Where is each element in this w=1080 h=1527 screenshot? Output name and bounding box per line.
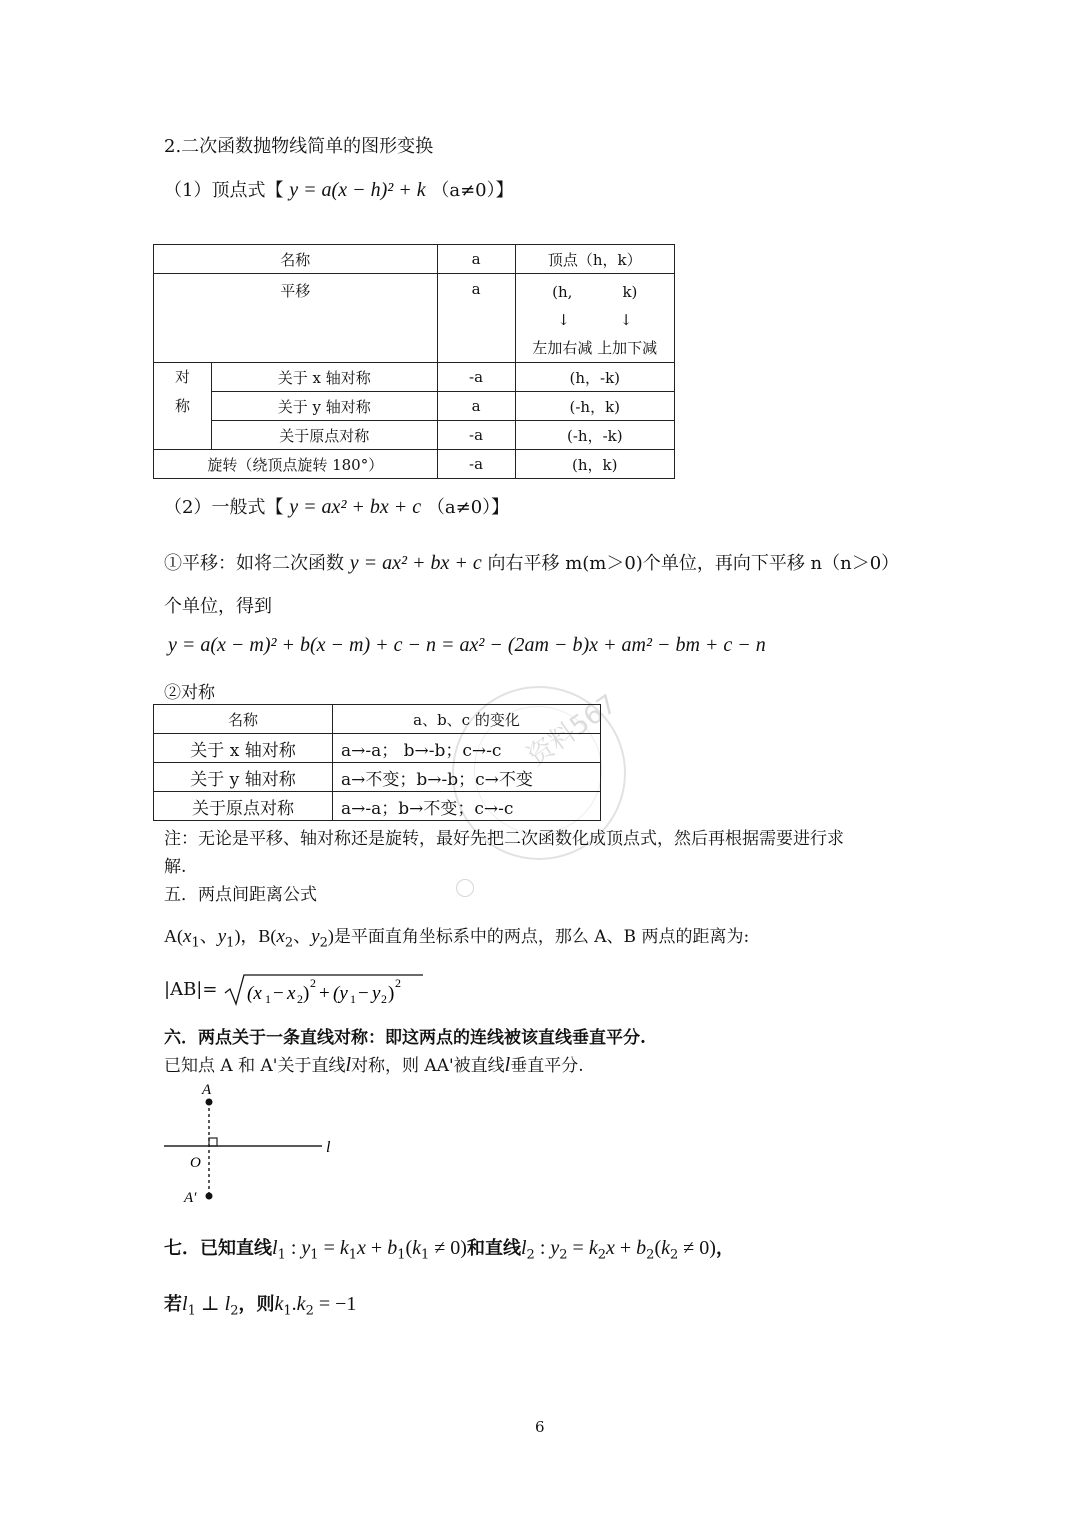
svg-text:): ) — [388, 983, 395, 1004]
page-number: 6 — [535, 1418, 545, 1436]
label-a-prime: A′ — [184, 1190, 197, 1206]
general-form-prefix: （2）一般式【 — [164, 497, 284, 518]
table2-row-name: 关于原点对称 — [154, 792, 333, 821]
table2-header-name: 名称 — [154, 705, 333, 734]
note-line-2: 解. — [164, 857, 187, 877]
svg-text:−: − — [358, 983, 369, 1004]
perpendicular-line: 若$l_1$ ⊥ $l_2$，则$k_1.k_2 = -1$ — [164, 1293, 357, 1319]
table2-header-change: a、b、c 的变化 — [333, 705, 601, 734]
note-line-1: 注：无论是平移、轴对称还是旋转，最好先把二次函数化成顶点式，然后再根据需要进行求 — [164, 829, 844, 849]
table1-row-a: -a — [437, 363, 515, 392]
watermark-text: 资料567 — [522, 689, 623, 772]
translate-arrow-h: ↓ — [557, 311, 570, 329]
symmetry-figure — [160, 1078, 350, 1208]
label-o: O — [190, 1155, 201, 1171]
point-a-dot — [206, 1099, 213, 1106]
shift-paragraph — [164, 549, 899, 575]
line-l-symbol: l — [504, 1054, 511, 1076]
label-a: A — [202, 1082, 212, 1098]
sec6-text-a: 已知点 A 和 A'关于直线 — [164, 1056, 346, 1076]
table1-row-name: 关于原点对称 — [212, 421, 438, 450]
vertex-transform-table — [153, 244, 675, 479]
shift-text-3: 个单位，得到 — [164, 596, 272, 617]
table2-row-change: a→-a； b→-b；c→-c — [333, 734, 601, 763]
translate-rule-horizontal: 左加右减 — [532, 339, 593, 357]
general-form-condition: （a≠0）】 — [426, 497, 510, 518]
svg-text:(y: (y — [333, 983, 348, 1004]
right-angle-icon — [209, 1138, 217, 1146]
svg-text:2: 2 — [395, 976, 402, 990]
symmetry-label-1: 对 — [174, 368, 190, 386]
label-l: l — [326, 1139, 331, 1156]
point-a-prime-dot — [206, 1193, 213, 1200]
shift-formula: y = ax² + bx + c — [349, 552, 482, 574]
svg-text:+: + — [319, 983, 330, 1004]
perp-text-a: 若 — [164, 1294, 182, 1315]
table1-row-a: a — [437, 392, 515, 421]
svg-text:): ) — [303, 983, 310, 1004]
translate-rule-vertical: 上加下减 — [597, 339, 658, 357]
table2-row-name: 关于 x 轴对称 — [154, 734, 333, 763]
table1-rotate-vertex: (h，k) — [515, 450, 674, 479]
table1-header-a: a — [437, 245, 515, 274]
table1-row-vertex: (h，-k) — [515, 363, 674, 392]
line-l-symbol: l — [345, 1054, 352, 1076]
svg-text:x: x — [287, 983, 296, 1004]
section-5-heading: 五．两点间距离公式 — [164, 885, 317, 905]
section-heading: 2.二次函数抛物线简单的图形变换 — [164, 136, 434, 157]
svg-text:2: 2 — [310, 976, 317, 990]
sec6-text-c: 垂直平分. — [510, 1056, 584, 1076]
section-6-line-2 — [164, 1051, 584, 1077]
vertex-form-condition: （a≠0）】 — [431, 180, 514, 201]
table2-row-name: 关于 y 轴对称 — [154, 763, 333, 792]
table1-row-a: -a — [437, 421, 515, 450]
table1-rotate-name: 旋转（绕顶点旋转 180°） — [154, 450, 438, 479]
watermark-dot — [456, 879, 474, 897]
shift-result-formula: y = a(x − m)² + b(x − m) + c − n = ax² − (2am − b)x + am² − bm + c − n — [168, 634, 766, 656]
svg-text:y: y — [372, 983, 381, 1004]
section-6-heading: 六．两点关于一条直线对称：即这两点的连线被该直线垂直平分. — [164, 1028, 646, 1048]
sec7-text-b: 和直线 — [466, 1238, 521, 1259]
general-formula: y = ax² + bx + c — [289, 496, 422, 518]
two-points-line: $A(x_1$、$y_1$)，$B(x_2$、$y_2$)是平面直角坐标系中的两点，那么 A、B 两点的距离为: — [164, 926, 750, 951]
svg-text:−: − — [273, 983, 284, 1004]
shift-text-1: ①平移：如将二次函数 — [164, 553, 344, 574]
vertex-formula: y = a(x − h)² + k — [289, 179, 426, 201]
distance-formula — [164, 973, 423, 1007]
svg-text:1: 1 — [350, 992, 357, 1006]
table1-header-name: 名称 — [154, 245, 438, 274]
table1-header-vertex: 顶点（h，k） — [515, 245, 674, 274]
table1-rotate-a: -a — [437, 450, 515, 479]
table1-translate-a: a — [437, 274, 515, 363]
coefficient-symmetry-table — [153, 704, 601, 821]
svg-text:2: 2 — [381, 992, 388, 1006]
translate-k: k) — [622, 283, 638, 301]
svg-text:(x: (x — [247, 983, 262, 1004]
table1-symmetry-label — [154, 363, 212, 450]
perp-text-b: ，则 — [238, 1294, 275, 1315]
shift-text-2: 向右平移 m(m＞0)个单位，再向下平移 n（n＞0） — [487, 553, 900, 574]
table1-row-name: 关于 x 轴对称 — [212, 363, 438, 392]
table2-row-change: a→不变；b→-b；c→不变 — [333, 763, 601, 792]
translate-arrow-k: ↓ — [619, 311, 633, 329]
section-7-line: 七．已知直线$l_1$ : $y_1 = k_1x + b_1(k_1 \ne 0)$和直线$l_2$ : $y_2 = k_2x + b_2(k_2 \ne 0)$， — [164, 1237, 734, 1263]
table1-row-vertex: (-h，-k) — [515, 421, 674, 450]
table1-row-vertex: (-h，k) — [515, 392, 674, 421]
sec7-text-a: 七．已知直线 — [164, 1238, 272, 1259]
sqrt-sign-icon — [223, 973, 423, 1007]
translate-h: (h, — [552, 283, 573, 301]
vertex-form-line — [164, 176, 514, 202]
symmetry-label-2: 称 — [174, 397, 190, 415]
table1-row-name: 关于 y 轴对称 — [212, 392, 438, 421]
two-points-text: 是平面直角坐标系中的两点，那么 A、B 两点的距离为: — [333, 927, 750, 947]
general-form-line — [164, 493, 509, 519]
svg-text:1: 1 — [265, 992, 272, 1006]
symmetry-title: ②对称 — [164, 683, 215, 703]
vertex-form-prefix: （1）顶点式【 — [164, 180, 284, 201]
table2-row-change: a→-a；b→不变；c→-c — [333, 792, 601, 821]
distance-label: |AB|= — [164, 979, 218, 1000]
table1-translate-name: 平移 — [154, 274, 438, 363]
sec6-text-b: 对称，则 AA'被直线 — [351, 1056, 505, 1076]
svg-text:2: 2 — [297, 992, 304, 1006]
table1-translate-vertex — [515, 274, 674, 363]
